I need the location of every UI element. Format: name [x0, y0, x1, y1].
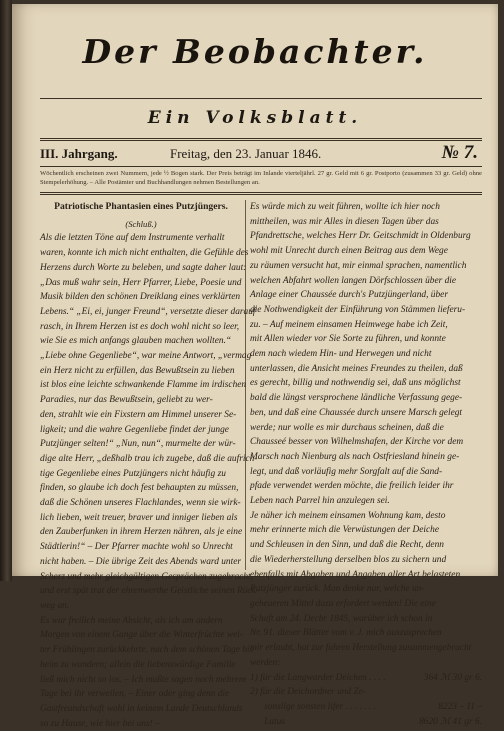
right-column	[250, 200, 482, 729]
text-line: legt, und daß vorläufig mehr Sorgfalt auf die Sand-	[250, 466, 443, 477]
text-line: bald die längst versprochene ländliche Verfassung gege-	[250, 393, 463, 404]
cost-list	[250, 671, 482, 730]
notice-rule	[40, 192, 482, 195]
right-column-text	[250, 200, 482, 671]
book-edge	[0, 0, 12, 581]
text-line: Paradies, nur das Bewußtsein, geliebt zu wer-	[40, 395, 213, 406]
text-line: Je näher ich meinem einsamen Wohnung kam, desto	[250, 510, 446, 521]
text-line: so zu Hause, wie hier bei uns! –	[40, 718, 160, 729]
text-line: „Liebe ohne Gegenliebe“, war meine Antwort, „vermag	[40, 351, 252, 362]
text-line: daß die Schönen unseres Flachlandes, wenn sie wirk-	[40, 498, 241, 509]
text-line: Marsch nach Nienburg als nach Ostfriesland hinein ge-	[250, 451, 460, 462]
issue-date: Freitag, den 23. Januar 1846.	[170, 146, 322, 161]
cost-item-label: 2) für die Deichordner und Ze-	[250, 687, 367, 698]
text-line: Städtlerin!“ – Der Pfarrer machte wohl so Unrecht	[40, 542, 233, 553]
cost-item-value: 8620 ℳ 41 gr 6.	[419, 716, 482, 727]
text-line: mit Allen wieder vor Sie Sorte zu führen, und konnte	[250, 334, 446, 345]
text-line: Als die letzten Töne auf dem Instrumente verhallt	[40, 233, 225, 244]
text-line: waren, konnte ich mich nicht enthalten, die Gefühle des	[40, 248, 249, 259]
text-line: und erst spät trat der ehrenwerthe Geistliche seinen Rück-	[40, 586, 259, 597]
left-column-text	[40, 231, 259, 731]
text-line: ebenfalls mit Abgaben und Angaben aller Art belasteten	[250, 569, 461, 580]
text-line: die Wiederherstellung derselben blos zu sichern und	[250, 554, 447, 565]
text-line: unterlassen, die Ansicht meines Freundes zu theilen, daß	[250, 363, 463, 374]
cost-item-value: 364 ℳ 30 gr 6.	[423, 672, 482, 683]
text-line: ließ mich nicht so los. – Ich mußte sagen noch mehrere	[40, 674, 247, 685]
text-line: ist blos eine leichte schwankende Flamme im irdischen	[40, 380, 247, 391]
text-line: geheueren Mittel dazu erfordert werden! Die eine	[250, 598, 436, 609]
text-line: wie Sie es mich anfangs glauben machen wollten.“	[40, 336, 232, 347]
cost-list-item	[250, 671, 482, 686]
text-line: finden, so glaube ich doch fest behaupten zu müssen,	[40, 483, 239, 494]
text-line: werden:	[250, 657, 281, 668]
text-line: dige alte Herr, „deßhalb trau ich zugebe, daß die aufrich-	[40, 453, 258, 464]
text-line: ter Frühlingen zurückkehrte, nach dem schönen Tage bis	[40, 645, 254, 656]
text-line: die Nothwendigkeit der Einführung von Stämmen lieferu-	[250, 304, 466, 315]
subscription-notice: Wöchentlich erscheinen zwei Nummern, jede ½ Bogen stark. Der Preis beträgt im Inlande vierteljährl. 27 gr. Geld mit 6 gr. Postporto (zusammen 33 gr. Geld) ohne Stempelerhöhung. – Alle Postämter und Buchhandlungen nehmen Bestellungen an.	[40, 170, 482, 186]
text-line: Pfandrettsche, welches Herr Dr. Geitschmidt in Oldenburg	[250, 231, 471, 242]
article-heading: Patriotische Phantasien eines Putzjüngers.	[54, 201, 228, 212]
header-rule	[40, 138, 482, 141]
cost-item-label: sonslige sonsten lifer . . . . . . .	[250, 701, 377, 712]
issue-number: № 7.	[441, 142, 478, 163]
cost-list-item	[250, 700, 482, 715]
text-line: Putzjünger selten!“ „Nun, nun“, murmelte der wür-	[40, 439, 236, 450]
text-line: lich lieben, weit treuer, braver und inniger lieben als	[40, 512, 238, 523]
issue-jahrgang: III. Jahrgang.	[40, 146, 118, 161]
text-line: dem nach wiedem Hin- und Herwegen und nicht	[250, 349, 432, 360]
text-line: Herzens durch Worte zu beleben, und sagte daher laut:	[40, 262, 247, 273]
cost-list-item	[250, 685, 482, 700]
text-line: rasch, in Ihrem Herzen ist es doch wohl nicht so leer,	[40, 321, 240, 332]
text-line: wohl mit Unrecht durch einen Beitrag aus dem Wege	[250, 246, 448, 257]
masthead-subtitle: Ein Volksblatt.	[147, 108, 363, 128]
text-line: es gerecht, billig und nothwendig sei, daß uns möglichst	[250, 378, 461, 389]
newspaper-page	[12, 4, 498, 729]
article-subheading: (Schluß.)	[125, 218, 157, 229]
cost-item-value: 8223 – 11 –	[438, 701, 482, 712]
text-line: Musik bilden den schönen Dreiklang eines verklärten	[40, 292, 241, 303]
text-line: Leben nach Parrel hin anzulegen sei.	[250, 496, 390, 507]
left-column	[40, 200, 259, 731]
text-line: mir erlaubt, hat zur fahren Herstellung zusammengebracht	[250, 643, 472, 654]
text-line: weg an.	[40, 600, 70, 611]
text-line: heim zu wandern; allein die liebenswürdige Familie	[40, 659, 236, 670]
text-line: Morgen von einem Gange über die Winterfrüchte wei-	[40, 630, 243, 641]
text-line: zu. – Auf meinem einsamen Heimwege habe ich Zeit,	[250, 319, 448, 330]
text-line: den Zauberfunken in ihrem Herzen nähren, als je eine	[40, 527, 243, 538]
text-line: den, strahlt wie ein Fixstern am Himmel unserer Se-	[40, 409, 237, 420]
text-line: Schaft am 24. Decbr 1845, warüber ich schon in	[250, 613, 433, 624]
text-line: und Schleusen in den Sinn, und daß die Recht, denn	[250, 540, 444, 551]
text-line: Tage bei ihr verweilen, – Einer oder ging denn die	[40, 689, 230, 700]
text-line: „Das muß wahr sein, Herr Pfarrer, Liebe, Poesie und	[40, 277, 242, 288]
text-line: Anlage einer Chaussée durch's Putzjüngerland, über	[250, 290, 448, 301]
masthead-title: Der Beobachter.	[82, 32, 428, 71]
text-line: nicht haben. – Die übrige Zeit des Abends ward unter	[40, 556, 242, 567]
issue-rule	[40, 166, 482, 167]
text-line: zu räumen versucht hat, mir einmal sprachen, namentlich	[250, 260, 467, 271]
text-line: pfade verwendet werden möchte, die freilich leider ihr	[250, 481, 454, 492]
text-line: Lebens.“ „Ei, ei, junger Freund“, versetzte dieser darauf	[40, 306, 256, 317]
text-line: welchen Abfahrt wollen langen Dörfschlossen über die	[250, 275, 457, 286]
cost-item-label: 1) für die Langwarder Deichen . . . .	[250, 672, 386, 683]
text-line: ein Herz nicht zu erfüllen, das Bewußtsein zu lieben	[40, 365, 235, 376]
cost-item-label: Latus	[250, 716, 285, 727]
text-line: Nr. 91. dieser Blätter vom v. J. mich auszusprechen	[250, 628, 442, 639]
text-line: Gastfreundschaft wohl in keinem Lande Deutschlands	[40, 703, 243, 714]
text-line: ligkeit; und die wahre Gegenliebe findet der junge	[40, 424, 229, 435]
text-line: Es war freilich meine Absicht, als ich am andern	[40, 615, 223, 626]
text-line: ben, und daß eine Chaussée durch unsere Marsch gelegt	[250, 407, 463, 418]
text-line: werde; nur wolle es mir durchaus scheinen, daß die	[250, 422, 444, 433]
text-line: tige Gegenliebe eines Putzjüngers nicht häufig zu	[40, 468, 226, 479]
text-line: Chausseé besser von Wilhelmshafen, der Kirche vor dem	[250, 437, 464, 448]
text-line: mittheilen, was mir Alles in diesen Tagen über das	[250, 216, 439, 227]
issue-line	[40, 144, 482, 164]
text-line: Scherz und mehr gleichgültigen Gesprächen zugebracht,	[40, 571, 253, 582]
cost-list-item	[250, 715, 482, 730]
masthead-rule	[40, 98, 482, 99]
text-line: mehr erinnerte mich die Verwüstungen der Deiche	[250, 525, 440, 536]
text-line: Putzjünger zurück. Man denke nur, welche un-	[250, 584, 425, 595]
text-line: Es würde mich zu weit führen, wollte ich hier noch	[250, 202, 440, 212]
